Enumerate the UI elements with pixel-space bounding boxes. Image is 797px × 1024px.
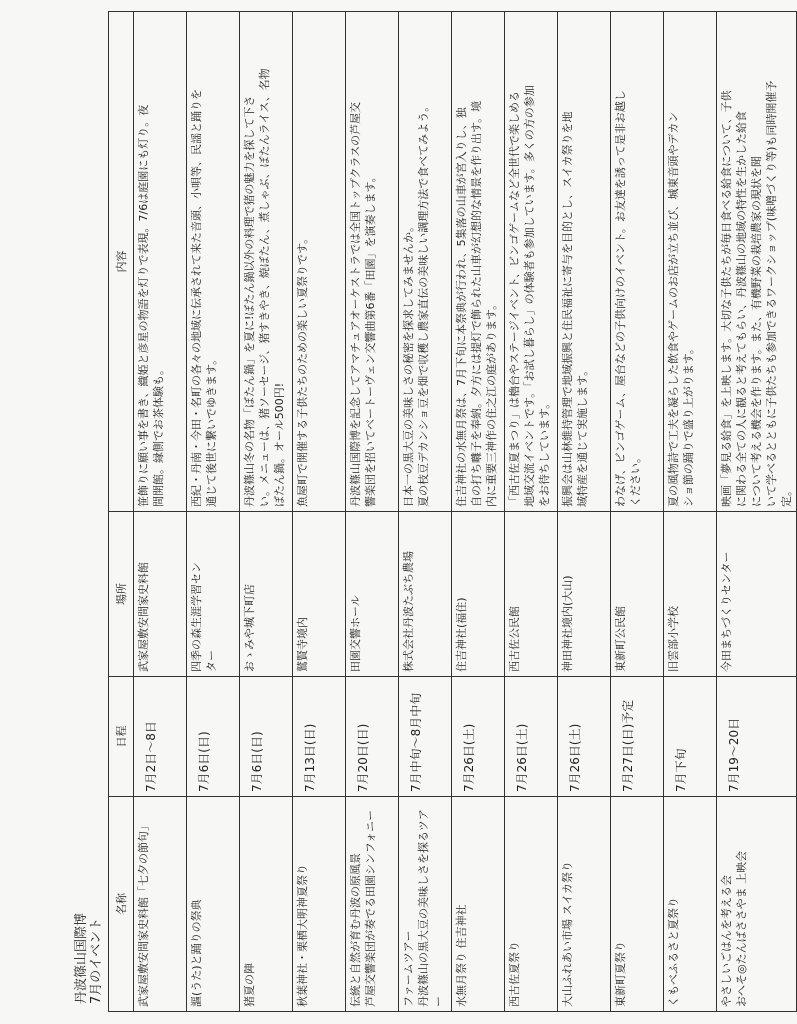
column-header-content: 内容 [109,12,134,512]
event-date-cell: 7月26日(土) [505,677,558,797]
event-content-cell-line: 夏の風物詩で工夫を凝らした飲食やゲームのお店が立ち並び、城東音頭やデカン [667,111,680,507]
event-content-cell-line: 魚屋町で開催する子供たちのための楽しい夏祭りです。 [296,232,309,507]
event-content-cell-line: 丹波篠山冬の名物「ぼたん鍋」を夏に!ぼたん鍋以外の料理で猪の魅力を探して下さ [243,95,256,507]
event-place-cell [346,512,399,677]
column-header-date: 日程 [109,677,134,797]
event-name-cell-line: 水無月祭り 住吉神社 [455,904,468,1007]
event-name-cell-line: くもべふるさと夏祭り [667,897,680,1007]
table-row [346,12,399,1012]
event-content-cell-line: をお待ちしています。 [538,397,551,507]
table-row [187,12,240,1012]
document-sheet [72,12,793,1012]
event-content-cell [187,12,240,512]
event-content-cell-line: ショ節の踊りで盛り上がります。 [682,343,695,507]
event-place-cell-line: 株式会社丹波たぶち農場 [402,551,415,672]
table-header-row [109,12,134,1012]
event-date-cell: 7月19～20日 [717,677,797,797]
event-content-cell-line: について考える機会を作ります。また、有機野菜の栽培農家の現状を聞 [750,156,763,507]
event-date-cell: 7月6日(日) [240,677,293,797]
table-row [293,12,346,1012]
table-row [452,12,505,1012]
event-date-cell: 7月26日(土) [558,677,611,797]
event-content-cell-line: 内に重要三神作の住之江の庭があります。 [485,298,498,507]
event-content-cell-line: わなげ、ビンゴゲーム、屋台などの子供向けのイベント。お友達を誘って是非お越し [614,90,627,507]
event-name-cell [399,797,452,1012]
event-content-cell [505,12,558,512]
event-place-cell [505,512,558,677]
event-content-cell-line: 西紀・丹南・今田・名町の各々の地域に伝承されて来た音頭、小唄等、民謡と踊りを [190,89,203,507]
event-place-cell-line: 武家屋敷安間家史料館 [137,562,150,672]
event-content-cell [240,12,293,512]
event-name-cell [293,797,346,1012]
event-name-cell [505,797,558,1012]
event-name-cell [134,797,187,1012]
event-content-cell-line: 定。 [780,485,793,507]
event-content-cell-line: 夏の枝豆デカンショ豆を畑で収穫し農家直伝の美味しい調理方法で食べてみよう。 [417,100,430,507]
event-name-cell [452,797,505,1012]
event-place-cell [558,512,611,677]
event-content-cell-line: 振興会は山林維持管理で地域振興と住民福祉に寄与を目的とし、スイカ祭りを地 [561,111,574,507]
event-content-cell-line: 笹飾りに願い事を書き、織姫と彦星の物語を灯りで表現。7/6は庭園にも灯り。夜 [137,104,150,507]
events-table [108,11,797,1012]
event-content-cell-line: 映画「夢見る給食」を上映します。大切な子供たちが毎日食べる給食について、子供 [720,90,733,507]
document-title: 丹波篠山国際博 [74,912,89,1004]
event-place-cell [240,512,293,677]
event-name-cell-line: やさしいごはんを考える会 [720,875,733,1007]
event-content-cell-line: に関わる全ての人に観ると考えてもらい、丹波篠山の地域の特性を生かした給食 [735,111,748,507]
event-name-cell-line: 東新町夏祭り [614,941,627,1007]
event-place-cell [717,512,797,677]
event-place-cell [399,512,452,677]
event-date-cell: 7月26日(土) [452,677,505,797]
event-content-cell-line: 響楽団を招いてベートーヴェン交響曲第6番「田園」を演奏します。 [364,171,377,507]
event-name-cell [346,797,399,1012]
event-name-cell-line: 大山ふれあい市場 スイカ祭り [561,861,574,1007]
event-date-cell: 7月20日(日) [346,677,399,797]
column-header-name: 名称 [109,797,134,1012]
event-content-cell [717,12,797,512]
event-place-cell [187,512,240,677]
event-place-cell-line: 西古佐公民館 [508,606,521,672]
event-content-cell-line: 丹波篠山国際博を記念してアマチュアオーケストラでは全国トップクラスの芦屋交 [349,101,362,507]
table-row [399,12,452,1012]
event-content-cell [134,12,187,512]
event-date-cell: 7月27日(日)予定 [611,677,664,797]
event-name-cell-line: 西古佐夏祭り [508,941,521,1007]
event-content-cell-line: ください。 [629,452,642,507]
table-body [134,12,797,1012]
event-place-cell [134,512,187,677]
table-row [505,12,558,1012]
event-content-cell-line: ぼたん鍋。オール500円! [273,382,286,507]
column-header-place: 場所 [109,512,134,677]
event-content-cell-line: 住吉神社の水無月祭は、7月下旬に本祭典が行われ、5集落の山車が宮入りし、独 [455,107,468,507]
event-content-cell-line: 間開館。縁側でお茶体験も。 [152,364,165,507]
event-place-cell-line: 四季の森生涯学習セン [190,562,203,672]
event-name-cell [717,797,797,1012]
event-content-cell [346,12,399,512]
event-place-cell-line: おゝみや城下町店 [243,584,256,672]
event-place-cell-line: 旧雲部小学校 [667,606,680,672]
event-name-cell [664,797,717,1012]
document-subtitle: 7月のイベント [89,917,104,1004]
event-place-cell [452,512,505,677]
event-content-cell-line: 「西古佐夏まつり」は櫓台やステージイベント、ビンゴゲームなど全世代で楽しめる [508,90,521,507]
event-content-cell [664,12,717,512]
event-content-cell-line: 自の打ち囃子を奉納。夕方には提灯で飾られた山車が幻想的な情景を作り出す。境 [470,100,483,507]
event-content-cell [611,12,664,512]
table-row [240,12,293,1012]
event-place-cell-line: 神田神社境内(大山) [561,575,574,672]
table-row [558,12,611,1012]
event-name-cell-line: 武家屋敷安間家史料館「七夕の節句」 [137,820,150,1007]
event-date-cell: 7月2日～8日 [134,677,187,797]
event-name-cell-line: 芦屋交響楽団が奏でる田園シンフォニー [364,809,377,1007]
event-content-cell [399,12,452,512]
event-name-cell-line: 秋葉神社・栗栖大明神夏祭り [296,864,309,1007]
event-name-cell [558,797,611,1012]
event-place-cell-line: ター [205,650,218,672]
table-row [134,12,187,1012]
event-name-cell-line: 伝統と自然が育む丹波の原風景 [349,853,362,1007]
event-name-cell [611,797,664,1012]
table-row [611,12,664,1012]
event-name-cell-line: 猪夏の陣 [243,963,256,1007]
event-place-cell-line: 田園交響ホール [349,595,362,672]
event-name-cell [187,797,240,1012]
event-name-cell [240,797,293,1012]
event-content-cell-line: 地域交流イベントです。「お試し暮らし」の体験者も参加しています。多くの方の参加 [523,85,536,507]
event-place-cell [293,512,346,677]
event-place-cell [611,512,664,677]
event-place-cell-line: 東新町公民館 [614,606,627,672]
event-place-cell-line: 鷲賢寺境内 [296,617,309,672]
event-content-cell [293,12,346,512]
event-date-cell: 7月13日(日) [293,677,346,797]
event-content-cell-line: い。メニューは、猪ソーセージ、猪すきやき、焼ぼたん、煮しゃぶ、ぼたんライス、名物 [258,68,271,507]
event-content-cell [558,12,611,512]
event-place-cell-line: 住吉神社(福住) [455,597,468,672]
event-content-cell-line: 域特産を通じて実施します。 [576,364,589,507]
event-date-cell: 7月下旬 [664,677,717,797]
event-name-cell-line: 謳(うた)と踊りの祭典 [190,899,203,1007]
event-content-cell-line: 通じて後世に繋いでゆきます。 [205,353,218,507]
event-name-cell-line: ファームツアー [402,930,415,1007]
event-name-cell-line: おへそ◎たんばささやま 上映会 [735,850,748,1007]
event-date-cell: 7月6日(日) [187,677,240,797]
event-content-cell-line: いて学べるとともに子供たちも参加できるワークショップ(味噌づくり等)も同時開催予 [765,80,778,507]
event-content-cell [452,12,505,512]
event-place-cell-line: 今田まちづくりセンター [720,551,733,672]
table-row [717,12,797,1012]
event-date-cell: 7月中旬～8月中旬 [399,677,452,797]
event-name-cell-line: 丹波篠山の黒大豆の美味しさを探るツアー [417,809,445,1007]
table-row [664,12,717,1012]
event-content-cell-line: 日本一の黒大豆の美味しさの秘密を探求してみませんか。 [402,221,415,507]
event-place-cell [664,512,717,677]
